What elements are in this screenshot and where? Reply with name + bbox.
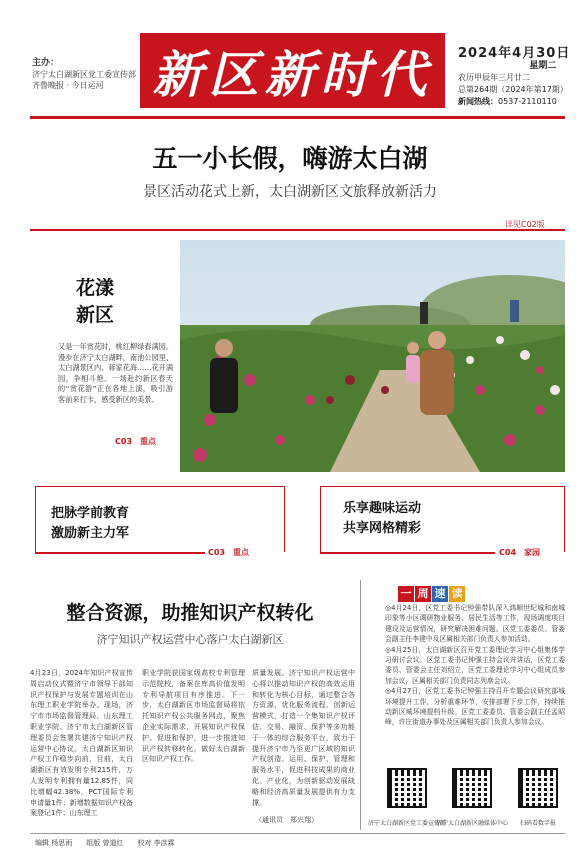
masthead-logo <box>140 33 445 108</box>
feature-page-ref[interactable]: C03 重点 <box>115 437 157 446</box>
week-char-2: 周 <box>415 586 431 602</box>
article-column-3: 质量发展。济宁知识产权运营中心将以推动知识产权的高效运用和转化为核心目标，通过整合各方资源，优化服务流程，创新运营模式，打造一个集知识产权评估、交易、融资、保护等多功能于一体的综合服务平台，致力于提升济宁市乃至更广区域的知识产权创造、运用、保护、管理和服务水平，促进科技成果的商业化、产业化，为创新驱动发展战略和经济高质量发展提供有力支撑。 <box>252 669 355 807</box>
hotline: 新闻热线：0537-2110110 <box>458 97 557 106</box>
teaser-ref-sports[interactable]: C04 家园 <box>499 548 541 557</box>
qr-label: 济宁太白湖新区融媒体中心 <box>435 820 508 827</box>
teaser-title-line1: 乐享趣味运动 <box>343 501 422 516</box>
week-char-4: 读 <box>449 586 465 602</box>
issue-weekday: 星期二 <box>529 61 557 71</box>
feature-photo <box>180 240 565 472</box>
host-line-2: 齐鲁晚报 · 今日运河 <box>32 81 104 90</box>
issue-date: 2024年4月30日 <box>458 46 571 61</box>
column-divider <box>360 580 361 830</box>
qr-code-digital-paper[interactable] <box>518 768 558 808</box>
feature-body: 又是一年赏花时，桃红柳绿春满园。漫步在济宁太白湖畔，南池公园里、太白湖景区内、蒋家花海……花开满园，争相斗艳。一场赴约新区春天的“赏花游”正在各地上演，吸引游客前来打卡，感受新区的美景。 <box>58 342 174 404</box>
masthead-title: 新区新时代 <box>152 44 433 104</box>
peony-garden-illustration <box>180 240 565 472</box>
teaser-title-line1: 把脉学前教育 <box>51 506 130 521</box>
qr-label: 济宁太白湖新区党工委宣传部 <box>367 820 446 827</box>
article-headline: 整合资源，助推知识产权转化 <box>66 602 314 624</box>
teaser-box-sports[interactable] <box>320 486 565 552</box>
week-item: ◎4月24日，区党工委书记钟强带队深入鸿顺世纪城和南城印象等小区调研物业服务、居民生活等工作，现场调度项目建设及运营情况，研究解决困难问题。区党工委委员、管委会副主任李建中及区属相关部门负责人参加活动。 <box>385 604 565 644</box>
week-item: ◎4月25日，太白湖新区召开党工委理论学习中心组集体学习研讨会议。区党工委书记钟强主持会议并讲话，区党工委委员、管委会主任刘绍立，区党工委理论学习中心组成员参加会议，区属相关部门负责同志列席会议。 <box>385 645 565 685</box>
main-subheadline: 景区活动花式上新，太白湖新区文旅释放新活力 <box>143 184 437 200</box>
see-page-ref[interactable]: 详见C02版 <box>505 220 545 229</box>
host-line-1: 济宁太白湖新区党工委宣传部 <box>32 70 136 79</box>
host-label: 主办： <box>32 58 60 68</box>
footer-credits: 编辑 杨思雨 组版 曾道红 校对 李彦霖 <box>35 839 175 847</box>
teaser-rule <box>320 552 495 554</box>
teaser-box-education[interactable] <box>35 486 285 552</box>
date-block <box>458 48 570 108</box>
main-headline: 五一小长假，嗨游太白湖 <box>152 144 428 173</box>
article-subheadline: 济宁知识产权运营中心落户太白湖新区 <box>96 633 284 646</box>
week-char-3: 速 <box>432 586 448 602</box>
teaser-title-line2: 激励新主力军 <box>51 526 130 541</box>
article-byline: （通讯员 郑兴翔） <box>255 816 318 824</box>
article-column-1: 4月23日，2024年知识产权宣传周启动仪式暨济宁市领导干部知识产权保护与发展专题培训在山东理工职业学院举办。现场，济宁市市场监督管理局、山东理工职业学院、济宁市太白湖新区管理委员会签署共建济宁知识产权运营中心协议。太白湖新区知识产权工作稳步向前，目前，太白湖新区有效发明专利215件，万人发明专利拥有量12.85件，同比增幅42.38%，PCT国际专利申请量1件；新增数据知识产权备案登记1件；山东理工 <box>30 669 133 818</box>
feature-title: 花漾 新区 <box>76 277 115 326</box>
week-char-1: 一 <box>398 586 414 602</box>
week-item: ◎4月27日，区党工委书记钟强主持召开专题会议研究部城环境提升工作，分析重难环节，安排部署下步工作，持续推动新区城环境提档升级。区党工委委员、管委会副主任孟昭峰，许庄街道办事处及区属相关部门负责人参加会议。 <box>385 687 565 727</box>
qr-label: 扫码看数字报 <box>519 820 556 827</box>
teaser-rule <box>35 552 205 554</box>
qr-code-propaganda[interactable] <box>387 768 427 808</box>
lunar-date: 农历甲辰年三月廿二 <box>458 73 530 82</box>
headline-rule <box>30 229 565 231</box>
week-digest-header <box>398 582 472 599</box>
footer-rule <box>30 833 565 834</box>
issue-number: 总第264期（2024年第17期） <box>458 85 568 94</box>
article-column-2: 职业学院获国家级高校专利管理示范院校，备案在库高价值发明专利导航项目有序推进。下一步，太白湖新区市场监督局将依托知识产权公共服务网点，聚焦企业实际需求，开展知识产权保护、促进和保护，进一步推进知识产权转移转化，做好太白湖新区知识产权工作。 <box>142 669 245 764</box>
host-info <box>32 58 136 91</box>
week-digest-body <box>385 603 565 728</box>
teaser-ref-education[interactable]: C03 重点 <box>208 548 250 557</box>
teaser-title-line2: 共享网格精彩 <box>343 521 422 536</box>
qr-code-media-center[interactable] <box>452 768 492 808</box>
masthead-rule <box>30 116 565 119</box>
